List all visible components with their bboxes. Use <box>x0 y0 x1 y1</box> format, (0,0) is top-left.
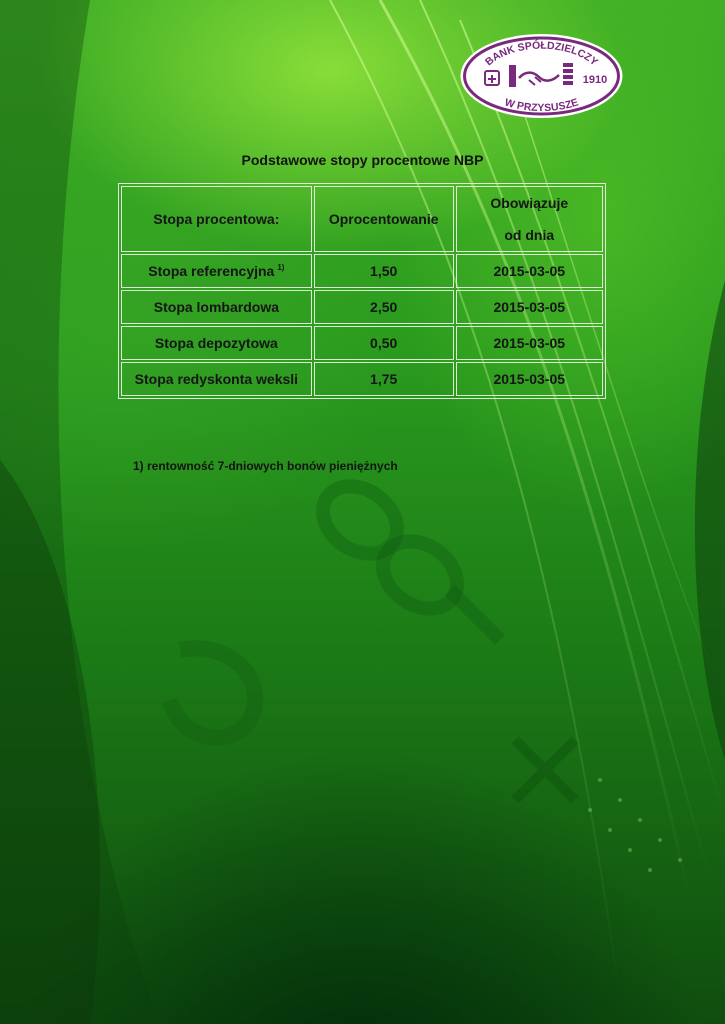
rate-value: 1,50 <box>314 254 454 288</box>
rate-name: Stopa depozytowa <box>121 326 312 360</box>
table-row <box>121 362 603 396</box>
logo-top-text: BANK SPÓŁDZIELCZY <box>482 39 601 69</box>
table-row <box>121 254 603 288</box>
table-header-row <box>121 186 603 252</box>
header-interest: Oprocentowanie <box>314 186 454 252</box>
rates-table <box>118 183 606 399</box>
rate-name: Stopa referencyjna <box>148 263 275 279</box>
rate-value: 1,75 <box>314 362 454 396</box>
header-effective-line2: od dnia <box>504 227 555 243</box>
logo-bottom-text: W PRZYSUSZE <box>503 96 580 115</box>
rate-name-cell <box>121 254 312 288</box>
rate-date: 2015-03-05 <box>456 254 603 288</box>
logo-year: 1910 <box>582 74 608 86</box>
rate-value: 0,50 <box>314 326 454 360</box>
header-effective-date <box>456 186 603 252</box>
header-effective-line1: Obowiązuje <box>490 195 569 211</box>
rate-name: Stopa lombardowa <box>121 290 312 324</box>
header-rate-name: Stopa procentowa: <box>121 186 312 252</box>
page-title: Podstawowe stopy procentowe NBP <box>241 152 484 168</box>
bank-logo <box>459 33 624 119</box>
rate-date: 2015-03-05 <box>456 362 603 396</box>
rate-date: 2015-03-05 <box>456 326 603 360</box>
footnote-marker: 1) <box>277 263 285 272</box>
rate-date: 2015-03-05 <box>456 290 603 324</box>
footnote: 1) rentowność 7-dniowych bonów pieniężnych <box>133 459 398 473</box>
table-row <box>121 326 603 360</box>
rate-name: Stopa redyskonta weksli <box>121 362 312 396</box>
table-row <box>121 290 603 324</box>
rate-value: 2,50 <box>314 290 454 324</box>
